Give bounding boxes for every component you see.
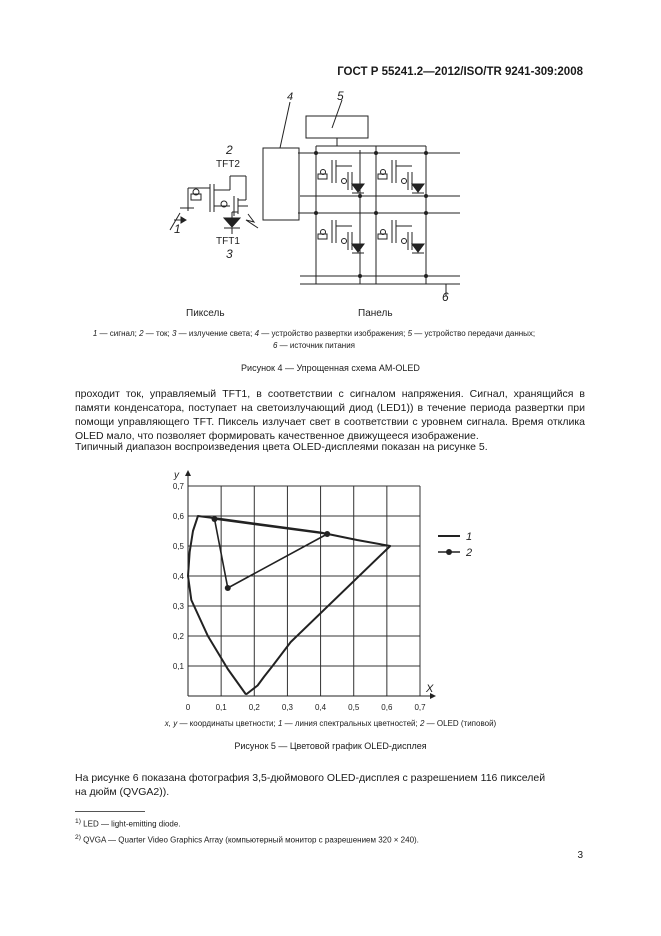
label-tft1: TFT1 <box>216 236 240 247</box>
x-tick-label: 0,4 <box>315 703 327 712</box>
chart-legend <box>438 531 472 559</box>
callout-5: 5 <box>337 89 344 103</box>
callout-3: 3 <box>226 247 233 261</box>
y-axis-arrow <box>185 470 191 476</box>
y-tick-label: 0,6 <box>172 512 184 521</box>
label-tft2: TFT2 <box>216 159 240 170</box>
callout-2: 2 <box>226 143 233 157</box>
callout-4: 4 <box>287 91 294 103</box>
callout-6: 6 <box>442 290 449 304</box>
x-tick-label: 0,6 <box>381 703 393 712</box>
y-axis-label: у <box>174 470 179 481</box>
series-2-point <box>225 585 231 591</box>
y-tick-label: 0,2 <box>172 632 184 641</box>
paragraph-2: Типичный диапазон воспроизведения цвета OLED-дисплеями показан на рисунке 5. <box>75 441 488 453</box>
legend-label-1: 1 <box>466 531 473 543</box>
y-tick-label: 0,4 <box>172 572 184 581</box>
am-oled-schematic <box>150 88 470 320</box>
paragraph-1: проходит ток, управляемый TFT1, в соответствии с сигналом напряжения. Сигнал, хранящийся в памяти конденсатора, поступает на светоизлучающий диод (LED1)) в течение периода развертки при помощи управляющего TFT. Пиксель излучает свет в соответствии с уровнем сигнала. Время отклика OLED мало, что позволяет формировать качественное движущееся изображение. <box>75 388 585 442</box>
chart-grid <box>185 470 436 699</box>
callout-1: 1 <box>174 222 181 236</box>
y-tick-label: 0,7 <box>172 482 184 491</box>
series-2-point <box>324 531 330 537</box>
y-tick-label: 0,3 <box>172 602 184 611</box>
series-2-point <box>212 516 218 522</box>
figure4-legend: 1 — сигнал; 2 — ток; 3 — излучение света; 4 — устройство развертки изображения; 5 — устройство передачи данных; 6 — источник питания <box>92 329 536 350</box>
footnotes: $^{1)}$ LED — light-emitting diode. $^{2)}$ QVGA — Quarter Video Graphics Array (компьютерный монитор с разрешением 320 × 240). <box>75 818 419 845</box>
chromaticity-chart <box>150 458 473 718</box>
x-tick-label: 0,3 <box>281 703 293 712</box>
label-pixel: Пиксель <box>186 308 225 319</box>
y-tick-label: 0,5 <box>172 542 184 551</box>
legend-label-2: 2 <box>466 547 473 559</box>
footnote-rule <box>75 811 145 812</box>
x-tick-label: 0,2 <box>248 703 260 712</box>
legend-marker-2 <box>446 549 452 555</box>
chart-curves <box>188 516 390 695</box>
paragraph-3: На рисунке 6 показана фотография 3,5-дюймового OLED-дисплея с разрешением 116 пикселей на дюйм (QVGA2)). <box>75 772 546 798</box>
figure5-legend: x, y — координаты цветности; 1 — линия спектральных цветностей; 2 — OLED (типовой) <box>164 719 497 728</box>
figure5-caption: Рисунок 5 — Цветовой график OLED-дисплея <box>234 741 427 751</box>
series-2-line <box>215 519 328 588</box>
label-panel: Панель <box>358 308 393 319</box>
y-tick-label: 0,1 <box>172 662 184 671</box>
x-tick-label: 0,5 <box>348 703 360 712</box>
figure4-caption: Рисунок 4 — Упрощенная схема AM-OLED <box>241 363 420 373</box>
x-tick-label: 0,7 <box>414 703 426 712</box>
page-number: 3 <box>577 850 583 861</box>
x-tick-label: 0 <box>185 703 191 712</box>
document-header: ГОСТ Р 55241.2—2012/ISO/TR 9241-309:2008 <box>337 66 583 78</box>
x-axis-label: X <box>426 683 434 695</box>
x-tick-label: 0,1 <box>215 703 227 712</box>
